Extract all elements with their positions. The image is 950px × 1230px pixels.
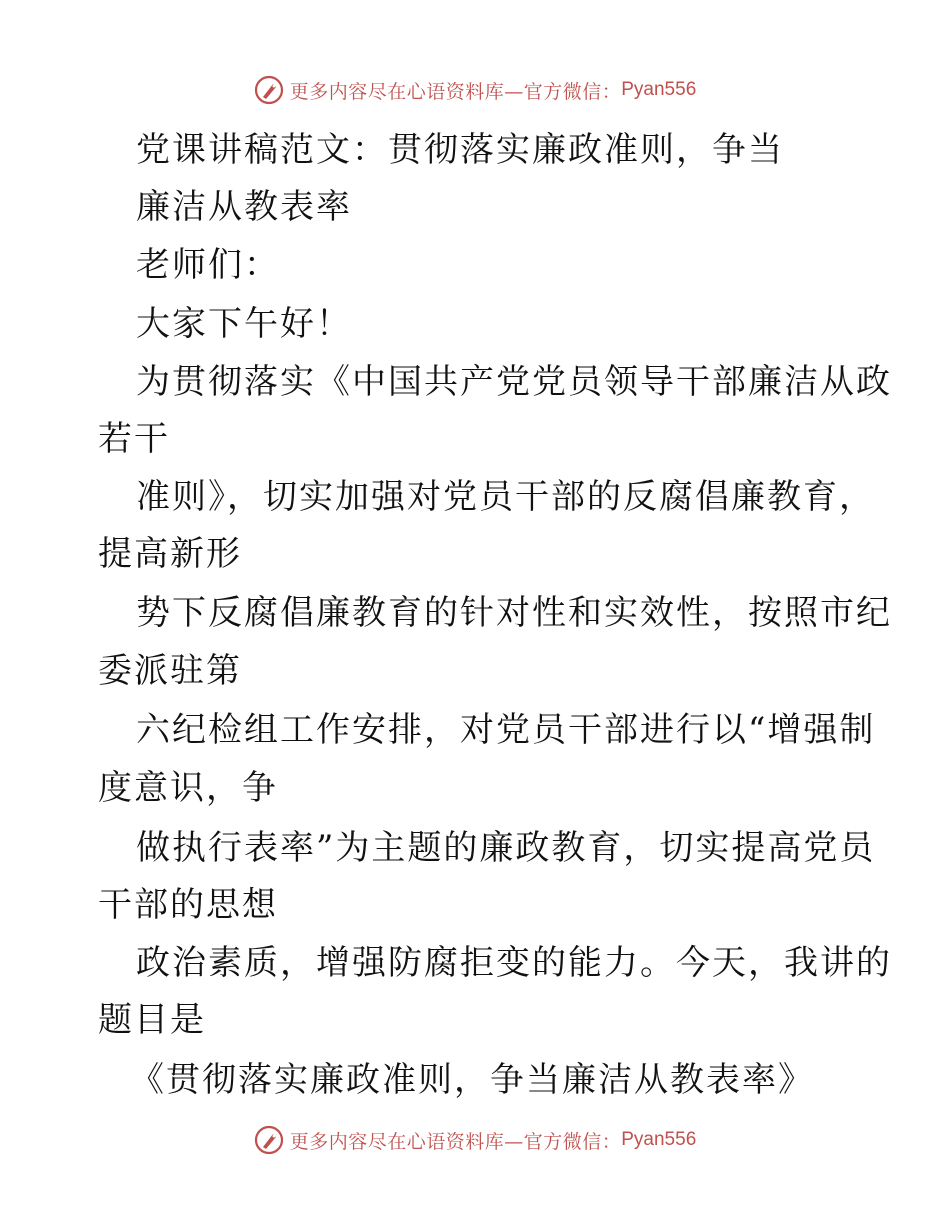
body-line: 准则》，切实加强对党员干部的反腐倡廉教育， [136, 477, 875, 517]
body-line: 做执行表率”为主题的廉政教育，切实提高党员 [136, 828, 876, 868]
body-line: 为贯彻落实《中国共产党党员领导干部廉洁从政 [136, 362, 892, 402]
watermark-text: 更多内容尽在心语资料库—官方微信： [289, 80, 622, 103]
body-line: 六纪检组工作安排，对党员干部进行以“增强制 [136, 710, 876, 750]
watermark-text: 更多内容尽在心语资料库—官方微信： [289, 1130, 622, 1153]
body-line: 委派驻第 [98, 651, 242, 691]
body-line: 若干 [98, 419, 170, 459]
body-line: 度意识，争 [98, 768, 278, 808]
topic-line: 《贯彻落实廉政准则，争当廉洁从教表率》 [130, 1060, 814, 1100]
pen-nib-logo-icon [254, 1125, 284, 1155]
body-line: 政治素质，增强防腐拒变的能力。今天，我讲的 [136, 943, 892, 983]
body-line: 题目是 [98, 1000, 206, 1040]
salutation: 老师们： [136, 245, 280, 285]
body-line: 提高新形 [98, 534, 242, 574]
footer-watermark [0, 1120, 950, 1160]
document-title-line-1: 党课讲稿范文：贯彻落实廉政准则，争当 [136, 130, 784, 170]
header-watermark [0, 70, 950, 110]
pen-nib-logo-icon [254, 75, 284, 105]
document-title-line-2: 廉洁从教表率 [136, 187, 352, 227]
watermark-wechat-id: Pyan556 [621, 1129, 697, 1150]
greeting: 大家下午好！ [136, 304, 352, 344]
body-line: 势下反腐倡廉教育的针对性和实效性，按照市纪 [136, 593, 892, 633]
watermark-wechat-id: Pyan556 [621, 79, 697, 100]
body-line: 干部的思想 [98, 885, 278, 925]
